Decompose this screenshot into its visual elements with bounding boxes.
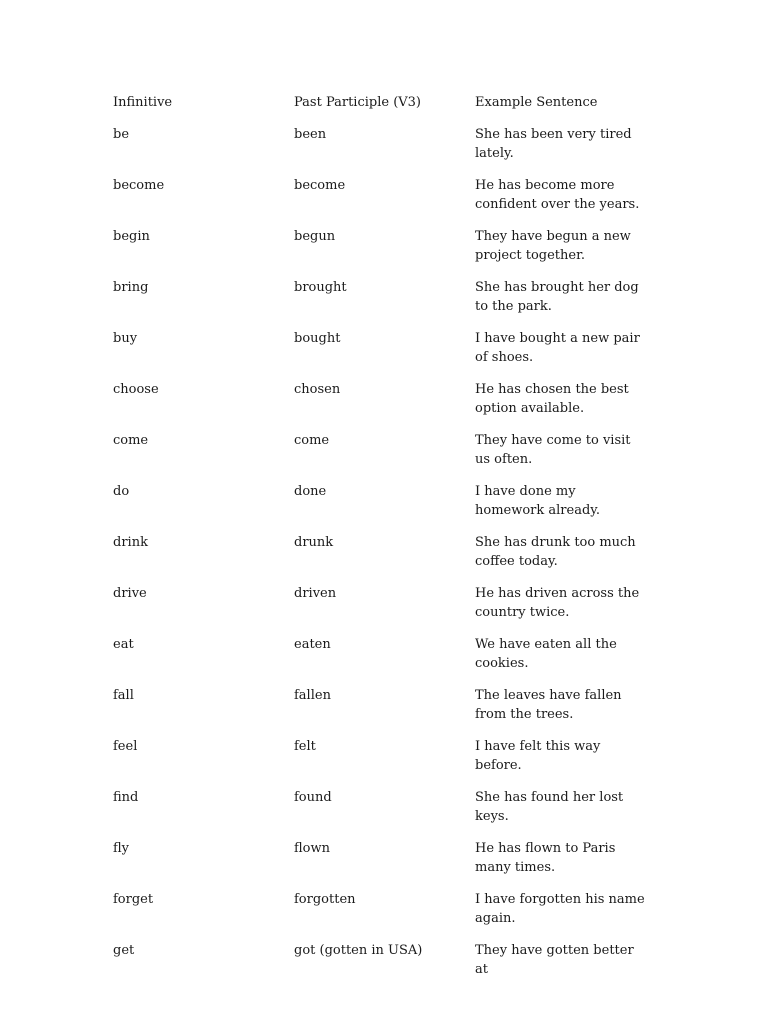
cell-infinitive: be bbox=[113, 127, 130, 142]
header-past-participle: Past Participle (V3) bbox=[294, 95, 421, 110]
header-infinitive: Infinitive bbox=[113, 95, 173, 110]
cell-example-sentence: They have gotten better at bbox=[475, 943, 634, 977]
cell-example-sentence: I have bought a new pair of shoes. bbox=[475, 331, 640, 365]
cell-past-participle: come bbox=[294, 433, 330, 448]
cell-infinitive: drive bbox=[113, 586, 147, 601]
table-row bbox=[113, 227, 653, 265]
cell-infinitive: fall bbox=[113, 688, 134, 703]
cell-infinitive: choose bbox=[113, 382, 159, 397]
cell-past-participle: been bbox=[294, 127, 327, 142]
cell-past-participle: found bbox=[294, 790, 332, 805]
table-row bbox=[113, 788, 653, 826]
cell-infinitive: eat bbox=[113, 637, 134, 652]
cell-past-participle: forgotten bbox=[294, 892, 356, 907]
cell-infinitive: do bbox=[113, 484, 130, 499]
cell-example-sentence: She has brought her dog to the park. bbox=[475, 280, 639, 314]
cell-past-participle: drunk bbox=[294, 535, 334, 550]
cell-example-sentence: The leaves have fallen from the trees. bbox=[475, 688, 622, 722]
cell-infinitive: buy bbox=[113, 331, 138, 346]
table-body bbox=[113, 125, 653, 979]
cell-infinitive: fly bbox=[113, 841, 130, 856]
table-row bbox=[113, 941, 653, 979]
table-header-row bbox=[113, 93, 653, 112]
table-row bbox=[113, 482, 653, 520]
cell-infinitive: become bbox=[113, 178, 165, 193]
cell-example-sentence: She has found her lost keys. bbox=[475, 790, 624, 824]
cell-infinitive: get bbox=[113, 943, 135, 958]
cell-example-sentence: He has driven across the country twice. bbox=[475, 586, 640, 620]
cell-past-participle: fallen bbox=[294, 688, 331, 703]
cell-infinitive: bring bbox=[113, 280, 149, 295]
cell-past-participle: brought bbox=[294, 280, 347, 295]
table-row bbox=[113, 890, 653, 928]
table-row bbox=[113, 635, 653, 673]
cell-example-sentence: They have begun a new project together. bbox=[475, 229, 631, 263]
cell-past-participle: chosen bbox=[294, 382, 341, 397]
cell-past-participle: driven bbox=[294, 586, 337, 601]
table-row bbox=[113, 533, 653, 571]
cell-past-participle: flown bbox=[294, 841, 330, 856]
cell-infinitive: come bbox=[113, 433, 149, 448]
cell-infinitive: begin bbox=[113, 229, 150, 244]
cell-example-sentence: He has chosen the best option available. bbox=[475, 382, 629, 416]
table-row bbox=[113, 686, 653, 724]
cell-past-participle: felt bbox=[294, 739, 316, 754]
cell-example-sentence: I have forgotten his name again. bbox=[475, 892, 645, 926]
cell-example-sentence: They have come to visit us often. bbox=[475, 433, 631, 467]
cell-past-participle: got (gotten in USA) bbox=[294, 943, 423, 958]
table-row bbox=[113, 176, 653, 214]
cell-infinitive: forget bbox=[113, 892, 154, 907]
cell-example-sentence: He has flown to Paris many times. bbox=[475, 841, 616, 875]
cell-infinitive: drink bbox=[113, 535, 148, 550]
table-row bbox=[113, 329, 653, 367]
verb-table bbox=[113, 93, 653, 992]
cell-example-sentence: I have done my homework already. bbox=[475, 484, 601, 518]
cell-past-participle: become bbox=[294, 178, 346, 193]
cell-example-sentence: She has been very tired lately. bbox=[475, 127, 632, 161]
cell-example-sentence: He has become more confident over the years. bbox=[475, 178, 640, 212]
table-row bbox=[113, 278, 653, 316]
cell-past-participle: bought bbox=[294, 331, 341, 346]
table-row bbox=[113, 125, 653, 163]
table-row bbox=[113, 431, 653, 469]
table-row bbox=[113, 584, 653, 622]
header-example-sentence: Example Sentence bbox=[475, 95, 598, 110]
cell-past-participle: eaten bbox=[294, 637, 331, 652]
cell-infinitive: feel bbox=[113, 739, 138, 754]
cell-past-participle: begun bbox=[294, 229, 336, 244]
cell-example-sentence: We have eaten all the cookies. bbox=[475, 637, 617, 671]
table-row bbox=[113, 839, 653, 877]
table-row bbox=[113, 380, 653, 418]
cell-past-participle: done bbox=[294, 484, 327, 499]
cell-example-sentence: She has drunk too much coffee today. bbox=[475, 535, 636, 569]
cell-example-sentence: I have felt this way before. bbox=[475, 739, 601, 773]
cell-infinitive: find bbox=[113, 790, 139, 805]
table-row bbox=[113, 737, 653, 775]
